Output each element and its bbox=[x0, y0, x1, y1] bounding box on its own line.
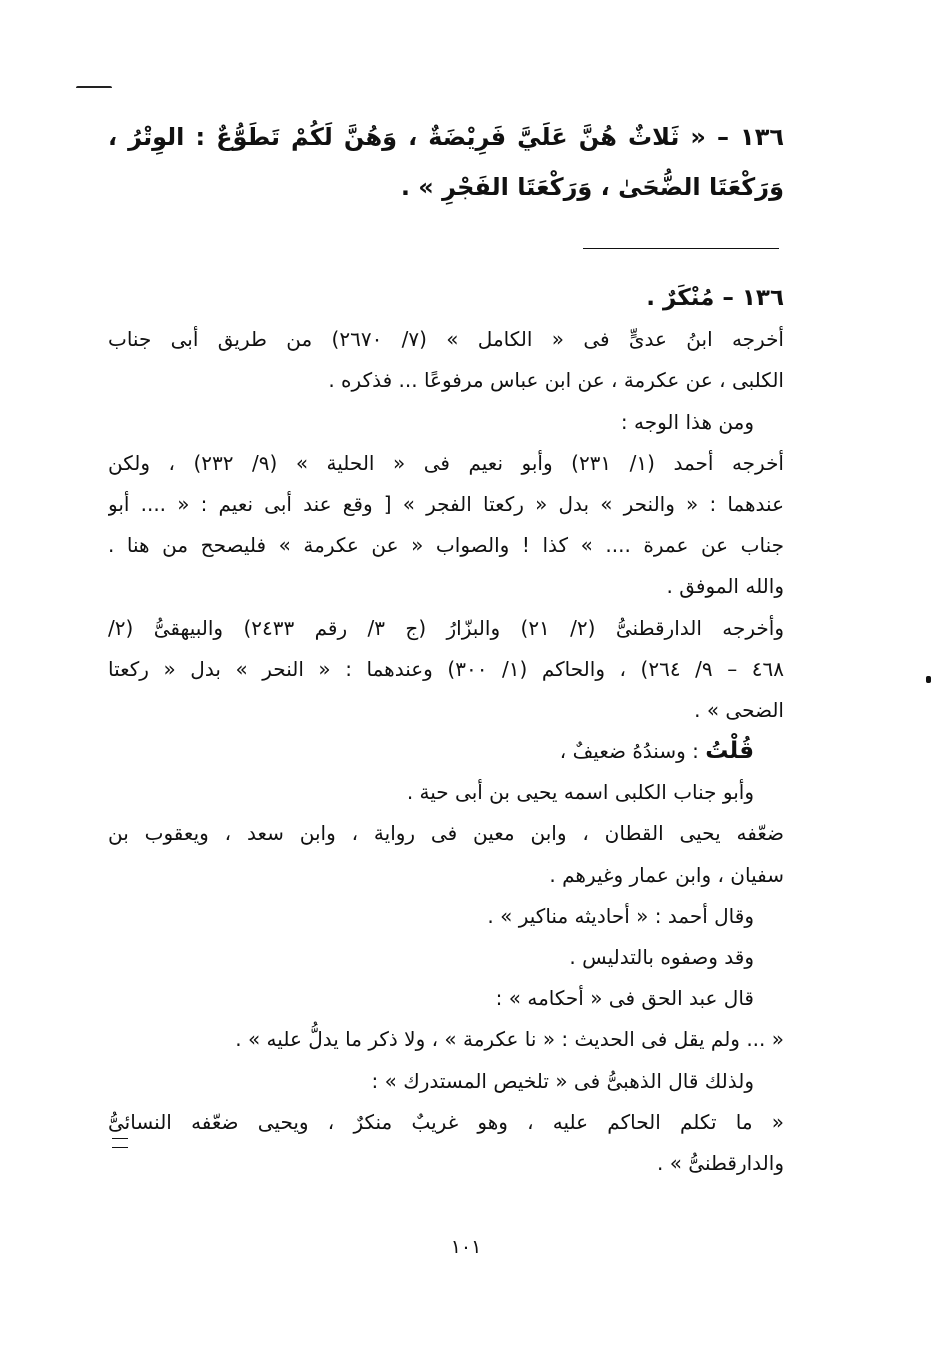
text-line: سفيان ، وابن عمار وغيرهم . bbox=[549, 862, 784, 887]
text-line: والله الموفق . bbox=[666, 574, 784, 599]
page-number: ١٠١ bbox=[450, 1236, 482, 1258]
text-line: « ... ولم يقل فى الحديث : « نا عكرمة » ، ولا ذكر ما يدلُّ عليه » . bbox=[235, 1027, 784, 1052]
hadith-number: ١٣٦ – bbox=[716, 123, 784, 151]
text-line: الضحى » . bbox=[694, 697, 784, 722]
continuation-mark bbox=[112, 1138, 128, 1148]
hadith-body: « ثَلاثٌ هُنَّ عَلَيَّ فَرِيْضَةٌ ، وَهُنَّ لَكُمْ تَطَوُّعٌ : الوِتْرُ ، وَرَكْعَتَا الضُّحَىٰ ، وَرَكْعَتَا الفَجْرِ » . bbox=[108, 123, 784, 201]
text-line: جناب عن عمرة .... » كذا ! والصواب « عن عكرمة » فليصحح من هنا . bbox=[108, 533, 784, 558]
text-line: الكلبى ، عن عكرمة ، عن ابن عباس مرفوعًا ... فذكره . bbox=[328, 368, 784, 393]
margin-dot bbox=[926, 676, 931, 683]
margin-mark bbox=[76, 86, 112, 92]
qultu-word: قُلْتُ bbox=[705, 738, 754, 765]
commentary bbox=[108, 278, 784, 1184]
text-line: وقد وصفوه بالتدليس . bbox=[569, 945, 754, 969]
hadith-text bbox=[108, 112, 784, 212]
text-line: والدارقطنىُّ » . bbox=[656, 1150, 784, 1175]
text-line: وأخرجه الدارقطنىُّ (٢/ ٢١) والبزّارُ (ج ٣/ رقم ٢٤٣٣) والبيهقىُّ (٢/ bbox=[108, 615, 784, 640]
text-line: ٤٦٨ – ٩/ ٢٦٤) ، والحاكم (١/ ٣٠٠) وعندهما : « النحر » بدل « ركعتا bbox=[108, 656, 784, 681]
text-line: أخرجه ابنُ عدىٍّ فى « الكامل » (٧/ ٢٦٧٠) من طريق أبى جناب bbox=[108, 327, 784, 352]
text-line: عندهما : « والنحر » بدل « ركعتا الفجر » [ وقع عند أبى نعيم : « .... أبو bbox=[108, 491, 784, 516]
text-line: ومن هذا الوجه : bbox=[620, 409, 754, 434]
commentary-heading bbox=[108, 278, 784, 319]
text-line: « ما تكلم الحاكم عليه ، وهو غريبٌ منكرٌ ، ويحيى ضعّفه النسائىُّ bbox=[108, 1109, 784, 1134]
text-line: ولذلك قال الذهبىُّ فى « تلخيص المستدرك » : bbox=[371, 1068, 754, 1093]
separator-rule bbox=[583, 248, 779, 249]
text-line: قال عبد الحق فى « أحكامه » : bbox=[495, 986, 754, 1011]
text-line: أخرجه أحمد (١/ ٢٣١) وأبو نعيم فى « الحلية » (٩/ ٢٣٢) ، ولكن bbox=[108, 450, 784, 475]
qultu-text: : وسندُهُ ضعيفٌ ، bbox=[559, 739, 699, 764]
grading-label: مُنْكَرٌ . bbox=[646, 285, 715, 311]
text-line: ضعّفه يحيى القطان ، وابن معين فى رواية ، وابن سعد ، ويعقوب بن bbox=[108, 821, 784, 846]
commentary-number: ١٣٦ – bbox=[722, 285, 784, 311]
qultu-line bbox=[108, 731, 784, 772]
text-line: وأبو جناب الكلبى اسمه يحيى بن أبى حية . bbox=[406, 780, 754, 805]
text-line: وقال أحمد : « أحاديثه مناكير » . bbox=[487, 903, 754, 928]
